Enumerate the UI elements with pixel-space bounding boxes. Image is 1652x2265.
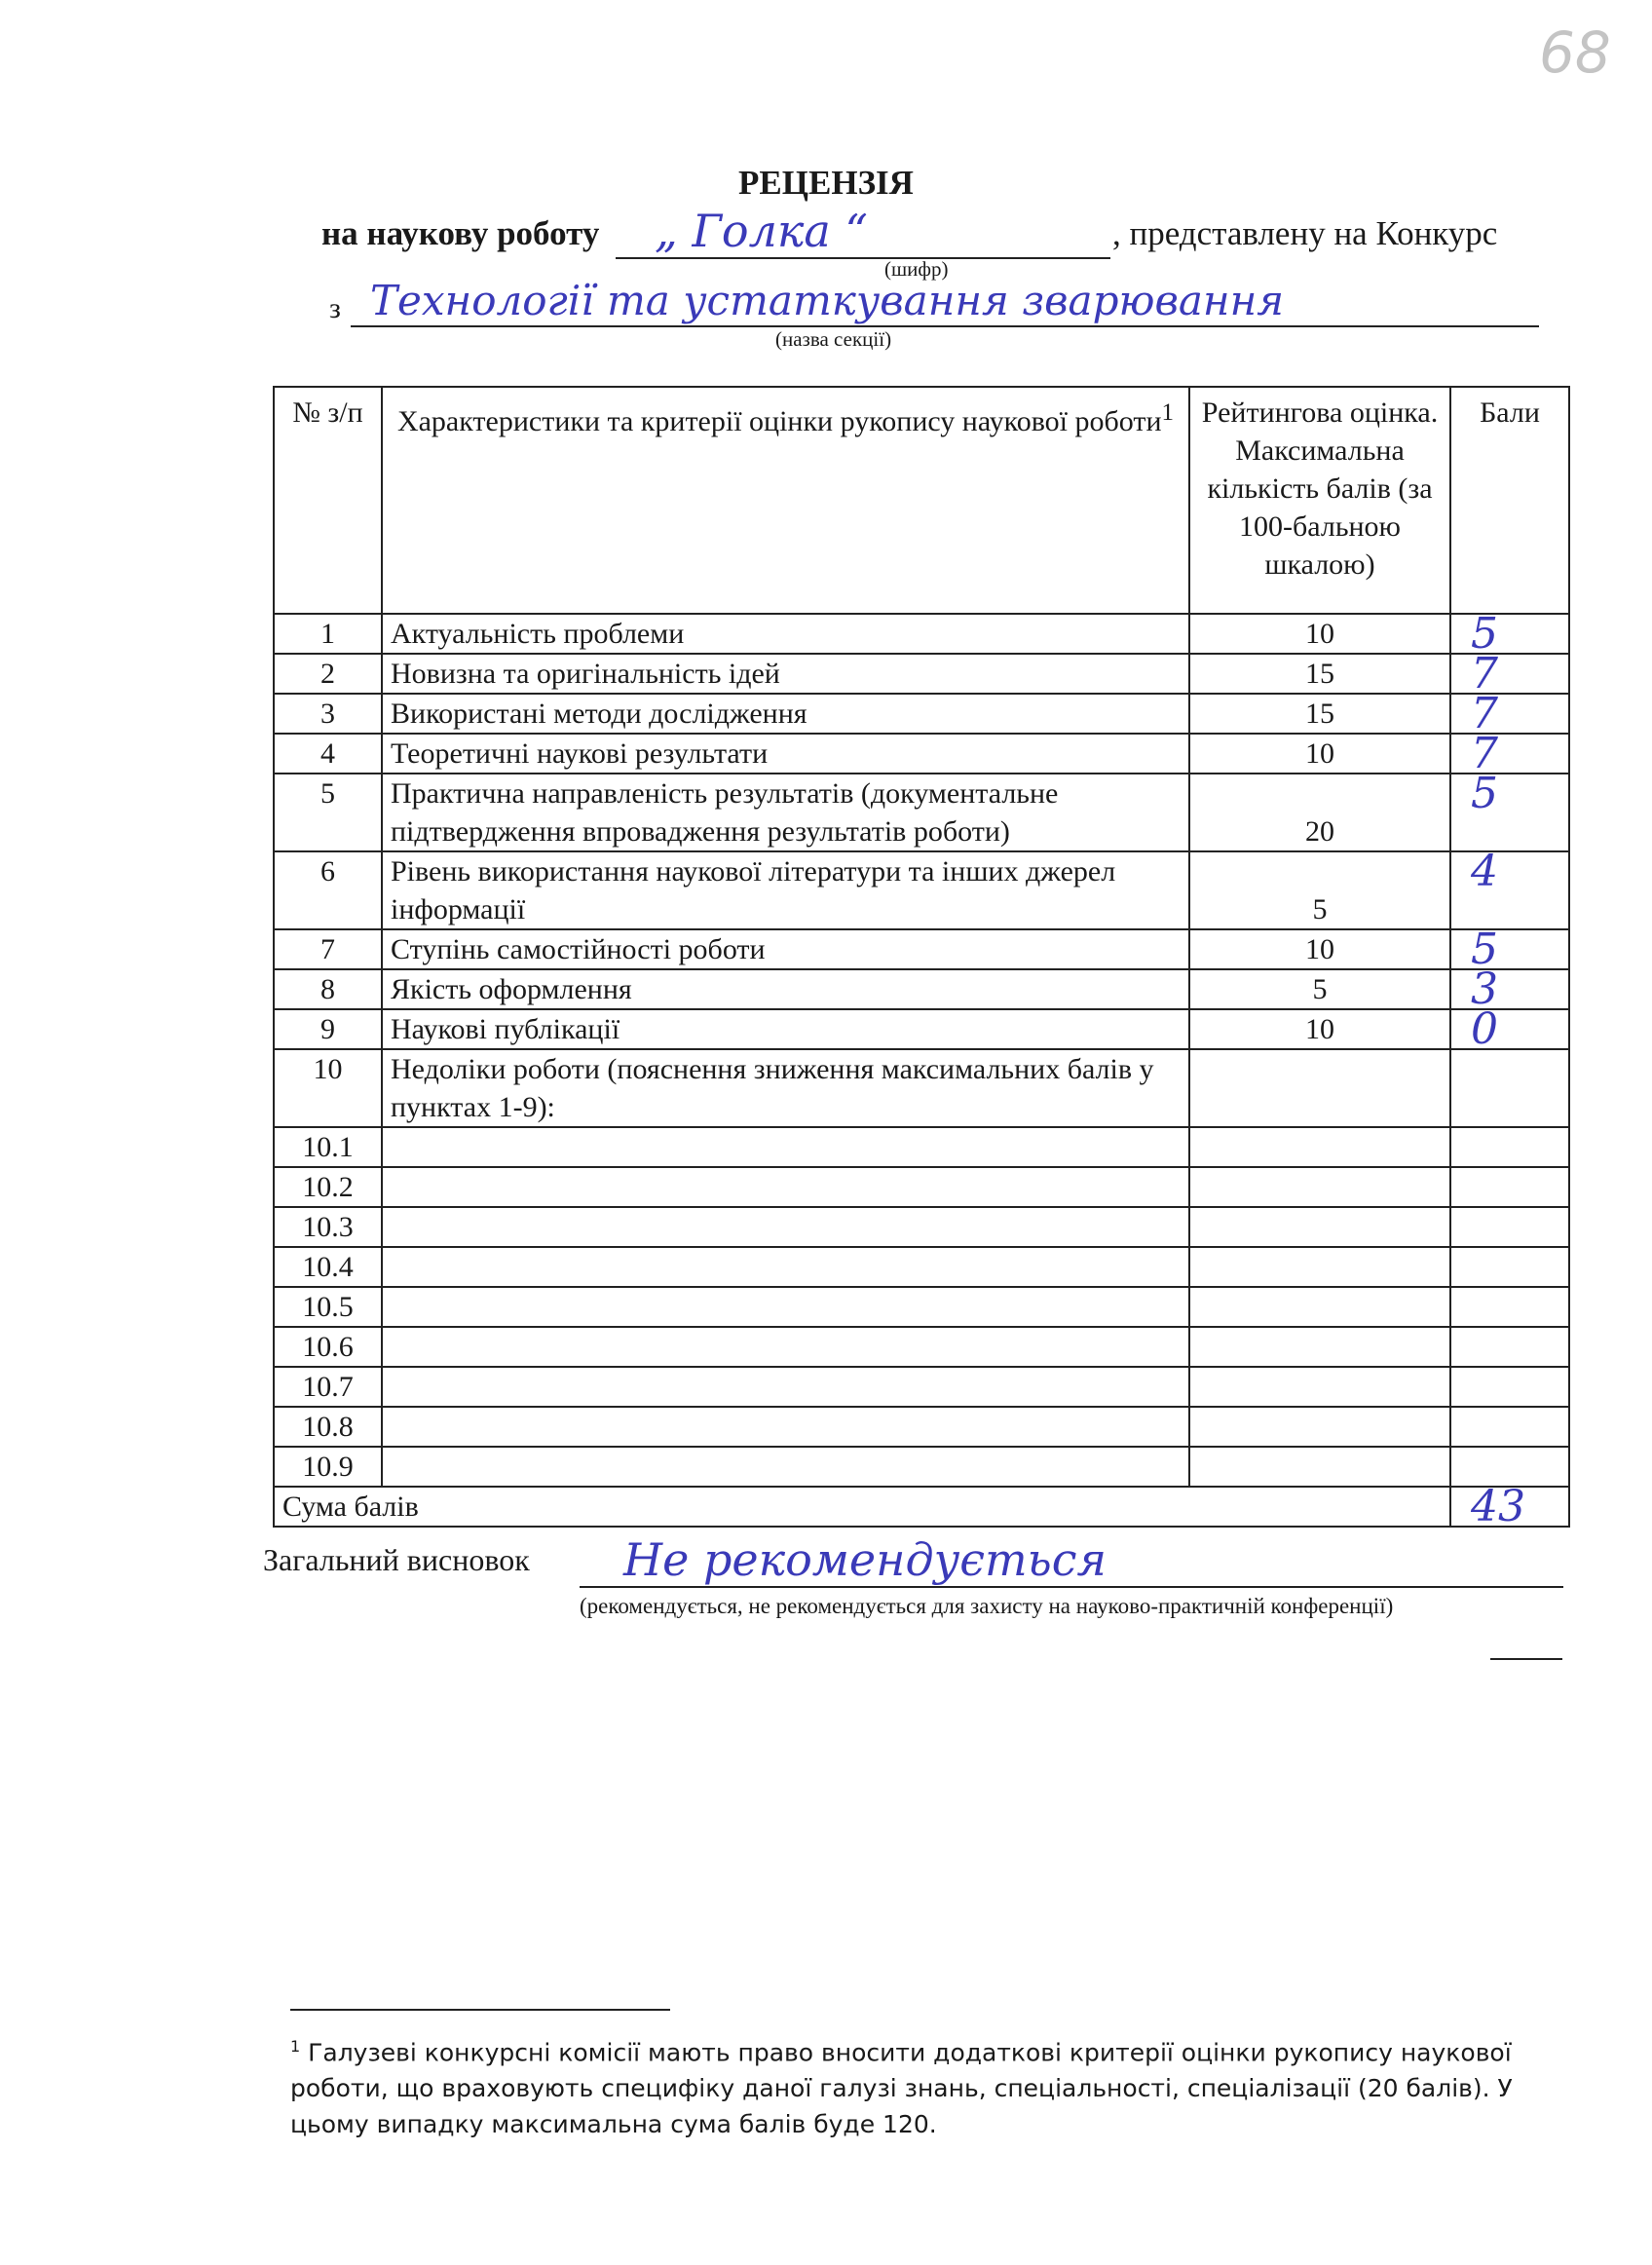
- row-score: 7: [1450, 694, 1569, 734]
- conclusion-field-line: [580, 1586, 1563, 1588]
- subrow-empty-cell: [1189, 1287, 1450, 1327]
- subrow-empty-cell: [1189, 1167, 1450, 1207]
- subrow-num: 10.5: [274, 1287, 382, 1327]
- row-criteria: Теоретичні наукові результати: [382, 734, 1189, 774]
- header-suffix: , представлену на Конкурс: [1112, 214, 1498, 252]
- row-criteria: Використані методи дослідження: [382, 694, 1189, 734]
- row-score: 0: [1450, 1009, 1569, 1049]
- row-max-score: 15: [1189, 654, 1450, 694]
- table-subrow: [274, 1207, 1569, 1247]
- subrow-num: 10.3: [274, 1207, 382, 1247]
- subrow-num: 10.7: [274, 1367, 382, 1407]
- subrow-empty-cell: [382, 1367, 1189, 1407]
- row-score: 7: [1450, 734, 1569, 774]
- header-score: Бали: [1450, 387, 1569, 614]
- table-row: [274, 1049, 1569, 1127]
- subrow-empty-cell: [1189, 1327, 1450, 1367]
- row-max-score: 5: [1189, 969, 1450, 1009]
- row-num: 9: [274, 1009, 382, 1049]
- table-row: [274, 774, 1569, 851]
- evaluation-table: [273, 386, 1570, 1531]
- subrow-empty-cell: [1450, 1247, 1569, 1287]
- subrow-empty-cell: [1450, 1287, 1569, 1327]
- subrow-empty-cell: [382, 1447, 1189, 1487]
- row-criteria: Новизна та оригінальність ідей: [382, 654, 1189, 694]
- subrow-empty-cell: [1450, 1407, 1569, 1447]
- row-score: 5: [1450, 929, 1569, 969]
- row-max-score: [1189, 1049, 1450, 1127]
- row-max-score: 10: [1189, 1009, 1450, 1049]
- subrow-empty-cell: [382, 1407, 1189, 1447]
- subrow-empty-cell: [1450, 1167, 1569, 1207]
- table-row: [274, 1009, 1569, 1049]
- table-subrow: [274, 1327, 1569, 1367]
- subrow-empty-cell: [382, 1167, 1189, 1207]
- subrow-empty-cell: [1189, 1447, 1450, 1487]
- subrow-empty-cell: [382, 1207, 1189, 1247]
- total-label: Сума балів: [274, 1487, 1450, 1527]
- subrow-num: 10.2: [274, 1167, 382, 1207]
- row-criteria: Наукові публікації: [382, 1009, 1189, 1049]
- section-caption: (назва секції): [775, 327, 892, 351]
- row-num: 2: [274, 654, 382, 694]
- row-criteria: Актуальність проблеми: [382, 614, 1189, 654]
- total-score: 43: [1450, 1487, 1569, 1527]
- table-row: [274, 654, 1569, 694]
- row-num: 6: [274, 851, 382, 929]
- subrow-empty-cell: [1450, 1127, 1569, 1167]
- subrow-empty-cell: [382, 1127, 1189, 1167]
- row-score: [1450, 1049, 1569, 1127]
- table-row: [274, 734, 1569, 774]
- row-num: 4: [274, 734, 382, 774]
- table-subrow: [274, 1287, 1569, 1327]
- table-row: [274, 694, 1569, 734]
- table-subrow: [274, 1447, 1569, 1487]
- row-criteria: Ступінь самостійності роботи: [382, 929, 1189, 969]
- conclusion-caption: (рекомендується, не рекомендується для захисту на науково-практичній конференції): [580, 1594, 1394, 1618]
- subrow-empty-cell: [382, 1287, 1189, 1327]
- subrow-empty-cell: [1450, 1207, 1569, 1247]
- row-max-score: 10: [1189, 929, 1450, 969]
- subrow-empty-cell: [1189, 1207, 1450, 1247]
- row-max-score: 10: [1189, 614, 1450, 654]
- subrow-empty-cell: [1189, 1407, 1450, 1447]
- subrow-num: 10.1: [274, 1127, 382, 1167]
- subrow-num: 10.4: [274, 1247, 382, 1287]
- conclusion-value: Не рекомендується: [623, 1533, 1107, 1586]
- row-max-score: 20: [1189, 774, 1450, 851]
- row-max-score: 15: [1189, 694, 1450, 734]
- section-value: Технології та устаткування зварювання: [370, 277, 1285, 324]
- row-criteria: Практична направленість результатів (документальне підтвердження впровадження результатів роботи): [382, 774, 1189, 851]
- row-max-score: 5: [1189, 851, 1450, 929]
- table-subrow: [274, 1127, 1569, 1167]
- separator-dash: [1490, 1658, 1562, 1660]
- table-row: [274, 614, 1569, 654]
- row-score: 5: [1450, 614, 1569, 654]
- cipher-field: [616, 205, 1110, 259]
- row-criteria: Недоліки роботи (пояснення зниження максимальних балів у пунктах 1-9):: [382, 1049, 1189, 1127]
- cipher-value: „ Голка “: [655, 205, 868, 257]
- header-max: Рейтингова оцінка. Максимальна кількість балів (за 100-бальною шкалою): [1189, 387, 1450, 614]
- header-criteria: Характеристики та критерії оцінки рукопису наукової роботи$^1$: [382, 387, 1189, 614]
- row-criteria: Рівень використання наукової літератури та інших джерел інформації: [382, 851, 1189, 929]
- page-number: 68: [1539, 19, 1611, 86]
- row-num: 5: [274, 774, 382, 851]
- row-criteria: Якість оформлення: [382, 969, 1189, 1009]
- subrow-empty-cell: [1189, 1127, 1450, 1167]
- subrow-empty-cell: [1189, 1247, 1450, 1287]
- subrow-num: 10.6: [274, 1327, 382, 1367]
- row-score: 7: [1450, 654, 1569, 694]
- subrow-empty-cell: [1189, 1367, 1450, 1407]
- document-title: РЕЦЕНЗІЯ: [738, 164, 914, 202]
- subrow-empty-cell: [1450, 1367, 1569, 1407]
- row-score: 4: [1450, 851, 1569, 929]
- table-subrow: [274, 1367, 1569, 1407]
- table-row: [274, 851, 1569, 929]
- row-num: 8: [274, 969, 382, 1009]
- subrow-empty-cell: [1450, 1447, 1569, 1487]
- row-num: 7: [274, 929, 382, 969]
- subrow-num: 10.9: [274, 1447, 382, 1487]
- table-subrow: [274, 1247, 1569, 1287]
- cipher-caption: (шифр): [884, 257, 949, 281]
- section-prefix: з: [329, 292, 341, 324]
- conclusion-label: Загальний висновок: [263, 1542, 530, 1577]
- table-row: [274, 969, 1569, 1009]
- section-field: [351, 277, 1539, 327]
- row-num: 3: [274, 694, 382, 734]
- row-score: 3: [1450, 969, 1569, 1009]
- subrow-empty-cell: [382, 1247, 1189, 1287]
- footnote: $^1$ Галузеві конкурсні комісії мають право вносити додаткові критерії оцінки рукопису наукової роботи, що враховують специфіку даної галузі знань, спеціальності, спеціалізації (20 балів). У цьому випадку максимальна сума балів буде 120.: [290, 2037, 1513, 2139]
- subrow-empty-cell: [382, 1327, 1189, 1367]
- row-score: 5: [1450, 774, 1569, 851]
- row-max-score: 10: [1189, 734, 1450, 774]
- table-row: [274, 929, 1569, 969]
- footnote-rule: [290, 2009, 670, 2011]
- header-prefix: на наукову роботу: [321, 214, 600, 252]
- total-row: [274, 1487, 1569, 1527]
- table-subrow: [274, 1407, 1569, 1447]
- table-subrow: [274, 1167, 1569, 1207]
- table-header-row: [274, 387, 1569, 614]
- subrow-num: 10.8: [274, 1407, 382, 1447]
- subrow-empty-cell: [1450, 1327, 1569, 1367]
- row-num: 10: [274, 1049, 382, 1127]
- row-num: 1: [274, 614, 382, 654]
- header-num: № з/п: [274, 387, 382, 614]
